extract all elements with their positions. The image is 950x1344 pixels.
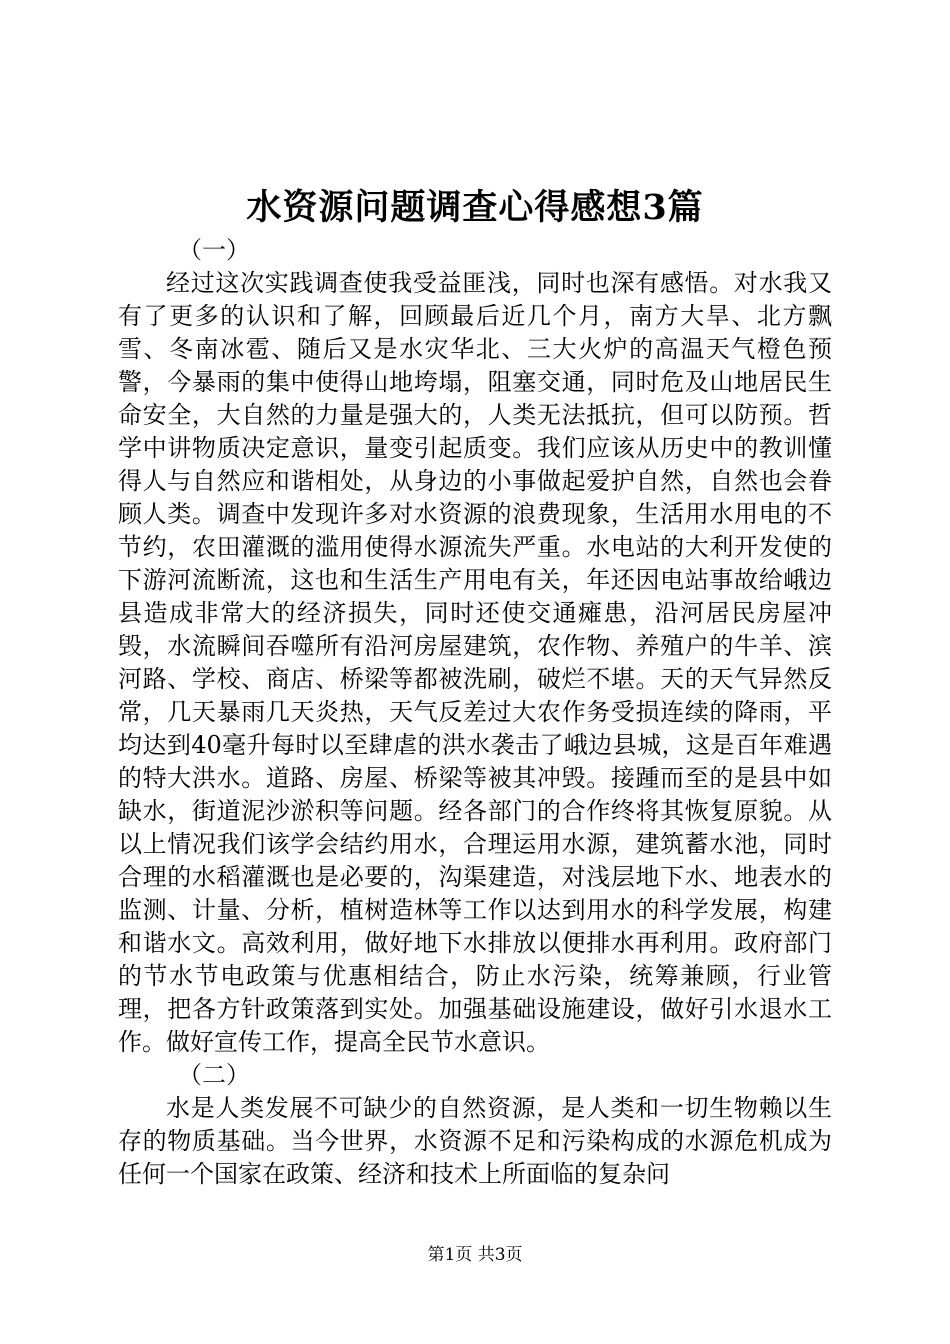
section-paragraph-2: 水是人类发展不可缺少的自然资源，是人类和一切生物赖以生存的物质基础。当今世界，水资源不足和污染构成的水源危机成为任何一个国家在政策、经济和技术上所面临的复杂问 <box>118 1094 832 1188</box>
section-paragraph-1: 经过这次实践调查使我受益匪浅，同时也深有感悟。对水我又有了更多的认识和了解，回顾最后近几个月，南方大旱、北方飘雪、冬南冰雹、随后又是水灾华北、三大火炉的高温天气橙色预警，今暴雨的集中使得山地垮塌，阻塞交通，同时危及山地居民生命安全，大自然的力量是强大的，人类无法抵抗，但可以防预。哲学中讲物质决定意识，量变引起质变。我们应该从历史中的教训懂得人与自然应和谐相处，从身边的小事做起爱护自然，自然也会眷顾人类。调查中发现许多对水资源的浪费现象，生活用水用电的不节约，农田灌溉的滥用使得水源流失严重。水电站的大利开发使的下游河流断流，这也和生活生产用电有关，年还因电站事故给峨边县造成非常大的经济损失，同时还使交通瘫患，沿河居民房屋冲毁，水流瞬间吞噬所有沿河房屋建筑，农作物、养殖户的牛羊、滨河路、学校、商店、桥梁等都被洗刷，破烂不堪。天的天气异然反常，几天暴雨几天炎热，天气反差过大农作务受损连续的降雨，平均达到40毫升每时以至肆虐的洪水袭击了峨边县城，这是百年难遇的特大洪水。道路、房屋、桥梁等被其冲毁。接踵而至的是县中如缺水，街道泥沙淤积等问题。经各部门的合作终将其恢复原貌。从以上情况我们该学会结约用水，合理运用水源，建筑蓄水池，同时合理的水稻灌溉也是必要的，沟渠建造，对浅层地下水、地表水的监测、计量、分析，植树造林等工作以达到用水的科学发展，构建和谐水文。高效利用，做好地下水排放以便排水再利用。政府部门的节水节电政策与优惠相结合，防止水污染，统筹兼顾，行业管理，把各方针政策落到实处。加强基础设施建设，做好引水退水工作。做好宣传工作，提高全民节水意识。 <box>118 269 832 1056</box>
page-footer: 第1页 共3页 <box>427 1245 523 1265</box>
document-title: 水资源问题调查心得感想3篇 <box>246 187 704 228</box>
section-heading-1: （一） <box>178 236 250 264</box>
document-body <box>118 234 832 1191</box>
section-heading-2: （二） <box>178 1061 250 1089</box>
